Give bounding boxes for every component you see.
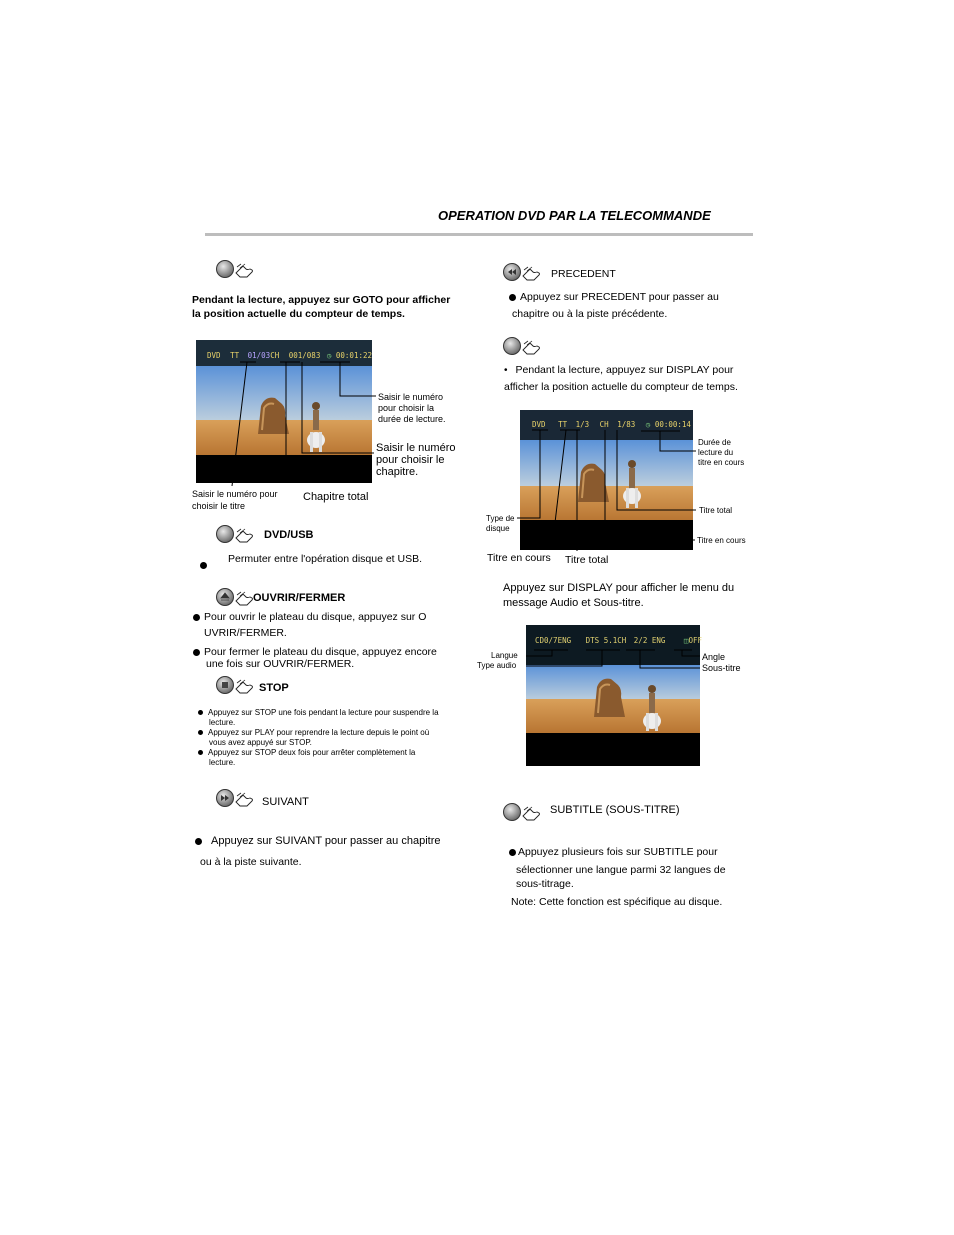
display-osd-tt: TT bbox=[558, 420, 568, 429]
goto-osd-title: 01/03 bbox=[247, 351, 271, 360]
dvdusb-label: DVD/USB bbox=[264, 529, 314, 541]
audio-callout-angle: Angle bbox=[702, 652, 726, 662]
audio-osd-audio: CD0/7ENG bbox=[535, 636, 572, 645]
subtitle-text-b: sélectionner une langue parmi 32 langues de bbox=[516, 864, 726, 876]
subtitle-note: Note: Cette fonction est spécifique au disque. bbox=[511, 896, 723, 908]
page-title: OPERATION DVD PAR LA TELECOMMANDE bbox=[438, 208, 711, 223]
suivant-text-a: Appuyez sur SUIVANT pour passer au chapitre bbox=[195, 834, 441, 849]
goto-button-icon bbox=[215, 259, 255, 279]
subtitle-text-c: sous-titrage. bbox=[516, 878, 574, 890]
goto-callout-time: Saisir le numéro pour choisir la durée de lecture. bbox=[378, 392, 446, 424]
bullet-dot bbox=[200, 557, 211, 575]
display-callout-duration: Durée de lecture du titre en cours bbox=[698, 438, 745, 467]
subtitle-label: SUBTITLE (SOUS-TITRE) bbox=[550, 804, 680, 816]
goto-osd-ch: CH bbox=[270, 351, 280, 360]
goto-osd-tt: TT bbox=[230, 351, 240, 360]
display-osd-time: 00:00:14 bbox=[654, 420, 691, 429]
precedent-label: PRECEDENT bbox=[551, 268, 616, 280]
display-bottom-en-cours: Titre en cours bbox=[487, 552, 551, 564]
ouvrir-label: OUVRIR/FERMER bbox=[253, 592, 346, 604]
ouvrir-item-2: Pour fermer le plateau du disque, appuyez encore bbox=[193, 645, 437, 659]
audio-osd-angle: OFF bbox=[688, 636, 702, 645]
subtitle-text-a: Appuyez plusieurs fois sur SUBTITLE pour bbox=[509, 845, 718, 859]
audio-screen: CD0/7ENG DTS 5.1CH 2/2 ENG ◫OFF bbox=[526, 625, 700, 766]
display-menu-b: message Audio et Sous-titre. bbox=[503, 597, 644, 609]
display-text-a: • Pendant la lecture, appuyez sur DISPLAY pour bbox=[504, 364, 734, 376]
precedent-button-icon bbox=[502, 262, 542, 282]
display-osd-title: 1/3 bbox=[575, 420, 590, 429]
display-menu-a: Appuyez sur DISPLAY pour afficher le menu du bbox=[503, 582, 735, 594]
stop-list: Appuyez sur STOP une fois pendant la lecture pour suspendre la lecture. Appuyez sur PLAY pour reprendre la lecture depuis le point où vous avez appuyé sur STOP. Appuyez sur STOP deux fois pour arrêter complètement la lecture. bbox=[198, 708, 468, 768]
suivant-button-icon bbox=[215, 788, 255, 808]
goto-osd-time: 00:01:22 bbox=[335, 351, 373, 360]
display-callout-type: Type de disque bbox=[486, 514, 515, 533]
display-text-b: afficher la position actuelle du compteur de temps. bbox=[504, 381, 738, 393]
goto-instruction-1: Pendant la lecture, appuyez sur GOTO pour afficher bbox=[192, 294, 451, 306]
goto-osd-chapter: 001/083 bbox=[288, 351, 321, 360]
display-osd-ch: CH bbox=[599, 420, 609, 429]
display-bottom-total: Titre total bbox=[565, 554, 609, 566]
dvdusb-text: Permuter entre l'opération disque et USB. bbox=[228, 553, 423, 565]
subtitle-button-icon bbox=[502, 802, 542, 822]
ouvrir-item-1: Pour ouvrir le plateau du disque, appuyez sur O bbox=[193, 610, 426, 624]
display-screen: DVD TT 1/3 CH 1/83 ◷ 00:00:14 bbox=[520, 410, 693, 550]
suivant-text-b: ou à la piste suivante. bbox=[200, 856, 302, 868]
stop-label: STOP bbox=[259, 682, 289, 694]
suivant-label: SUIVANT bbox=[262, 796, 309, 808]
display-callout-titre-total: Titre total bbox=[699, 506, 733, 515]
goto-screen: DVD TT 01/03CH 001/083 ◷ 00:01:22 bbox=[196, 340, 372, 483]
display-callout-titre-en-cours: Titre en cours bbox=[697, 536, 746, 545]
display-button-icon bbox=[502, 336, 542, 356]
precedent-text-a: Appuyez sur PRECEDENT pour passer au bbox=[509, 290, 719, 304]
audio-callout-type-audio: Type audio bbox=[477, 661, 517, 670]
display-osd-chapter: 1/83 bbox=[617, 420, 636, 429]
header-rule bbox=[205, 233, 753, 236]
goto-callout-chapter: Saisir le numéro pour choisir le chapitre. bbox=[376, 442, 456, 478]
goto-callout-total: Chapitre total bbox=[303, 491, 369, 503]
eject-button-icon bbox=[215, 587, 255, 607]
goto-instruction-2: la position actuelle du compteur de temps. bbox=[192, 308, 405, 320]
audio-callout-langue: Langue bbox=[491, 651, 518, 660]
precedent-text-b: chapitre ou à la piste précédente. bbox=[512, 308, 668, 320]
goto-callout-title: Saisir le numéro pour choisir le titre bbox=[192, 489, 278, 511]
goto-osd-disc: DVD bbox=[207, 351, 221, 360]
audio-osd-sub: 2/2 ENG bbox=[633, 636, 666, 645]
ouvrir-item-2b: une fois sur OUVRIR/FERMER. bbox=[206, 658, 355, 670]
display-osd-disc: DVD bbox=[532, 420, 546, 429]
stop-button-icon bbox=[215, 675, 255, 695]
audio-callout-sous-titre: Sous-titre bbox=[702, 663, 741, 673]
audio-osd-dts: DTS 5.1CH bbox=[585, 636, 627, 645]
dvdusb-button-icon bbox=[215, 524, 255, 544]
ouvrir-item-1b: UVRIR/FERMER. bbox=[204, 627, 287, 639]
